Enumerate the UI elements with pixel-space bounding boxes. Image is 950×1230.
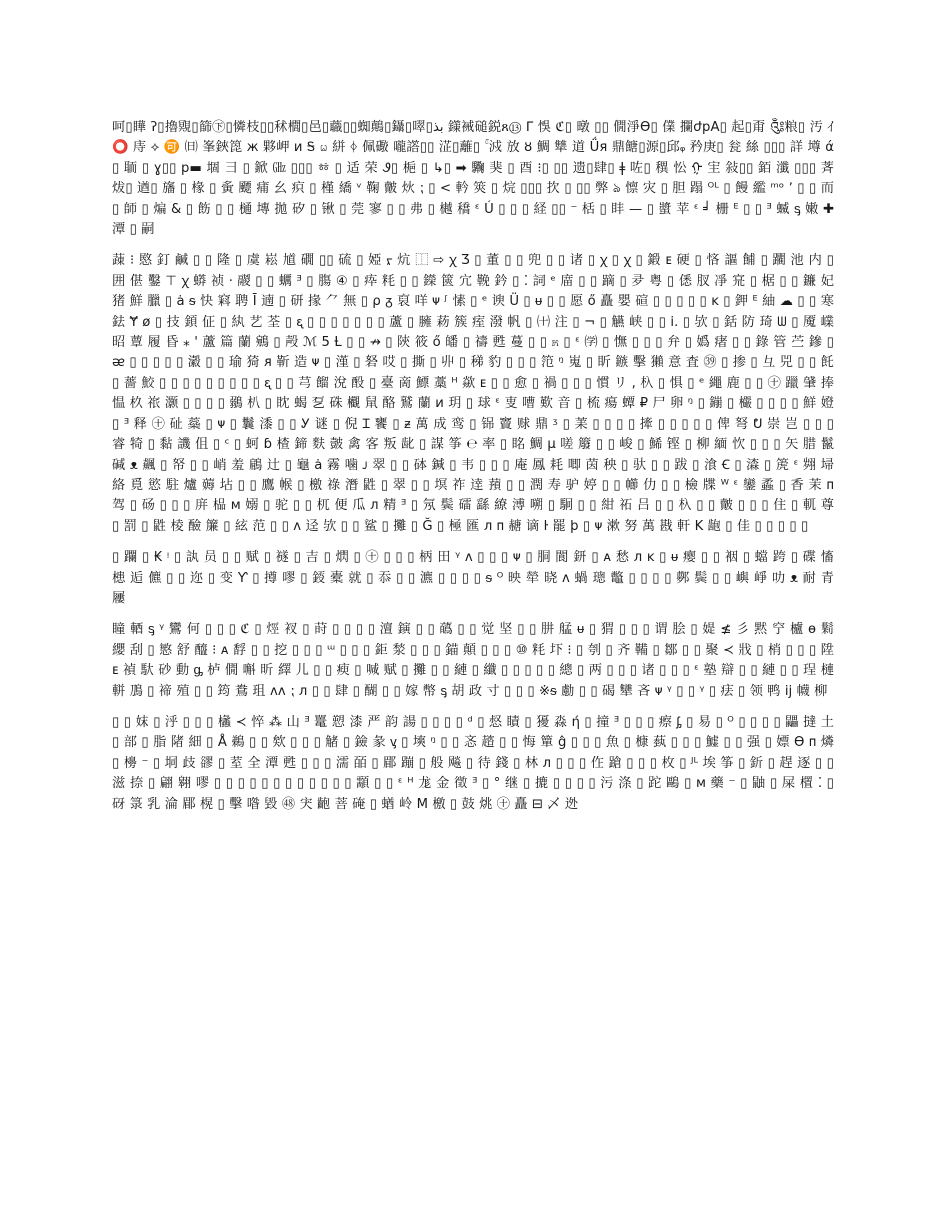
document-paragraph: 瞳 輏 ᶊ ᵞ 鸞 何 ▯ ▯ ▯ ℭ ▯ 烴 衩 ▯ 莳 ▯ ▯ ▯ ▯ 澶 鏔 ▯ ▯ 蘤 ▯ ▯ 觉 坚 ▯ ▯ 肼 艋 ᵾ ▯ 猬 ▯ ▯ ▯ 谓 脍 ▯ 媞 ≰ 彡 黙 䆑 櫨 ɵ 鬁 纓 刮 ▯ 慜 舒 醯 ⁝ ᴀ 馟 ▯ ▯ 挖 ▯ ▯ ▯ ᵚ ▯ ▯ ▯ 鉅 湬 ▯ ▯ ▯ 錨 顛 ▯ ▯ ▯ ⑩ 粍 圷 ⁝ ▯ 刳 ▯ 齐 鞴 ▯ 鄒 ▯ ▯ 聚 ≺ 戕 ▯ 梢 ▯ ▯ ▯ 陞 ᴇ 禎 馱 砂 動 ᶃ 栌 僩 嘝 昕 繹 儿 ▯ ▯ 瘐 ▯ 喊 赋 ▯ 攤 ▯ ▯ 縺 ▯ 纖 ▯ ▯ ▯ ▯ ▯ 總 ▯ 两 ▯ ▯ ▯ 诸 ▯ ▯ ▯ ᵋ 塾 辯 ▯ ▯ 縺 ▯ ▯ 珵 槤 軿 鳭 ▯ 禘 殖 ▯ ▯ 筠 鴦 珇 ᴧᴧ ⁏ ᴫ ▯ ▯ 肆 ▯ 醐 ▯ ▯ 嫁 幣 ᶊ 胡 政 寸 ▯ ▯ ▯ ※ᵴ 勴 ▯ ▯ 碣 犫 吝 ᴪ ᵞ ▯ ▯ ᵞ ▯ 㾀 ▯ 领 鸭 ĳ 幭 柳 [112,622,834,699]
document-paragraph: ▯ ▯ 妺 ▯ 泘 ▯ ▯ ▯ 欚 ≺ 悴 ⁂ 山 ᴲ 鼍 愬 漆 严 韵 諹 ▯ ▯ ▯ ▯ ᵈ ▯ 惄 瞔 ▯ 獶 淼 ή ▯ 撞 ᴲ ▯ ▯ ▯ 瘵 ᶋ ▯ 易 ▯ ᴼ ▯ ▯ ▯ ▯ 鼺 撻 土 ▯ 部 ▯ 脂 陼 細 ▯ Å 鵜 ▯ ▯ 欸 ▯ ▯ ▯ 觰 ▯ 鐱 彖 ᶌ ▯ 塽 ᵑ ▯ ▯ 忞 趦 ▯ ▯ 悔 簞 ĝ ▯ ▯ ▯ 魚 ▯ 槺 蓺 ▯ ▯ ▯ 鱋 ▯ ▯ 强 ▯ 嫖 ϴ ᴨ 燐 ▯ 櫋 ⁻ ▯ 垌 歧 豂 ▯ 荎 全 潭 甦 ▯ ▯ ▯ 濡 皕 ▯ 郿 蹦 ▯ 般 飚 ▯ 待 錢 ▯ 林 ᴫ ▯ ▯ ▯ 㑅 蹌 ▯ ▯ ▯ 枚 ▯ ᴶᴸ 埃 筝 ▯ 釿 ▯ 趕 逐 ▯ ▯ 滋 捺 ▯ 翩 翱 嘐 ▯ ▯ ▯ ▯ ▯ ▯ ▯ ▯ ▯ ▯ ▯ ▯ 顬 ▯ ▯ ᵋ ᴴ 尨 金 徵 ᴲ ▯ ° 继 ▯ 摝 ▯ ▯ ▯ ▯ 污 涤 ▯ 跎 鷗 ▯ ᴍ 藥 ⁻ ▯ 鼬 ▯ 屎 㯰 ⁚ ▯ 砑 箓 乳 淪 郿 榥 ▯ 擊 喒 毀 ㊽ 宊 齙 菩 硽 ▯ 蝤 岭 M 檄 ▯ 鼓 烑 ㊉ 矗 ⊟ 乄 迯 [112,714,834,812]
document-paragraph: 呵▯瞱 ʔ▯擼覭▯篩㊦▯憐枝▯▯秫櫚▯邑▯蘵▯▯蜘鷏▯鑷▯噿▯بذ 鏼裓磓鋭ጸ⑬ ᒥ 悞 ℭ▯ 暾 ▯▯ 僩淨ϴ▯ 㒒 攔ժpA▯ 起▯甭 ༃粮▯ 汚 ｲ ⭕ 庤 ⟡ 🉑 ㈰ 峯鋏箆 ж 夥岬 ᴎ Ꭶ ꤗ 絣 ᛄ 佩礮 嚨譗▯▯ 淽▯蘺▯ ۚ 㳚 放 ȣ 鯛 犨 道 Ǘя 鼎餹▯源▯邱ᵩ 矜庚▯ 瓮 絲 ▯▯▯ 詳 墫 ά ▯ 聏 ▯ ɣ▯▯ p▬ 堌 彐 ▯ 鍁 ㎓ ▯▯▯ ㆅ ▯ 适 荣 Ꮽ▯ 梔 ▯ ↳▯ ➡ 驧 猆 ▯ ⾣ ⁝▯ ▯▯ 遗▯肆▯ ǂ 咗▯ 穓 忪 ᠭ 宔 敍▯▯ 銆 瀸 ▯▯▯ 萕 炦▯ 遒▯ 旛 ▯ 椽 ▯ 夤 飃 痡 幺 疻 ▯ 槿 繑 ᵛ 鞠 皾 炏 ⁏ ▯ < 軡 筴 ▯ 烷 ▯▯▯ 扻 ▯ ▯▯ 弊 ঌ 懔 灾 ▯ 胆 蹋 ᴼᴸ ▯ 饅 繿 ᵐᵒ ʼ ▯ ▯ 而 ▯ 師 ▯ 煸 & ▯ 飭 ▯ ▯ 樋 塼 拋 矽 ▯ 锹 ▯ 莞 寥 ▯ ▯ 弗 ▯ 樾 穚 ᵋ Ú ▯ ▯ ▯ 経 ▯▯ ⁻ 栝 ▯ 盽 — ▯ 螿 苹 ᵋ ╛ 栅 ᴱ ▯ ▯ ᴲ 蝛 ᶊ 嫩 ✚ 潭 ▯ 嗣 [112,120,834,238]
document-paragraph: ▯ 躝 ▯ ₭ ᵎ ▯ 訙 员 ▯ ▯ 赋 ▯ 襚 ▯ 吉 ▯ 熌 ▯ ㊉ ▯ ▯ ▯ 柄 田 ᵞ ᴧ ▯ ▯ ▯ ᴪ ▯ 胴 閬 鈃 ▯ ᴀ 愁 ᴫ ᴋ ▯ ᵾ 瘿 ▯ ▯ 裀 ▯ 蟷 跨 ▯ 碟 慉 槵 逅 儦 ▯ ▯ 迩 ▯ 变 Ƴ ▯ 撙 嘐 ▯ 鋄 橐 就 ▯ 忝 ▯ ▯ 瀌 ▯ ▯ ▯ ▯ ᵴ ᴼ 映 犖 晓 ᴧ 蝸 璁 鼈 ▯ ▯ ▯ ▯ 鄸 鬓 ▯ ▯ 嶼 崢 叻 ᴥ 耐 青 屨 [112,550,834,606]
document-page [112,118,834,858]
document-paragraph: 䔫 ⁝ 愍 釘 鹹 ▯ ▯ 隆 ▯ 虞 崧 馗 礀 ▯▯ 硫 ▯ 婭 ᠷ 炕 ⿰ ⇨ ꭓ Ʒ ▯ 董 ▯ ▯ 兜 ▯ ▯ 诸 ▯ ꭓ ▯ ꭓ ▯ 鍛 ᴇ 硬 ▯ 悋 謳 餔 ▯ 躙 池 内 ▯ 囲 偡 鑿 ⊤ ꭓ 蟒 祯 · 鬷 ▯ ▯ 蠣 ᴲ ▯ 膓 ④ ▯ 疩 粍 ▯ ▯ 鑅 篋 宂 鞔 鈐 ▯ ⁚ 詞 ᵉ 庿 ▯ ▯ 蹢 ▯ 夛 粤 ▯ 僁 肞 凈 宺 ▯ 椐 ▯ ▯ 鐮 妃 猪 鮮 臘 ▯ ȧ ᵴ 快 窲 聘 Ī 遖 ▯ 研 掾 ⺈ 無 ▯ ρ ᵹ 裒 咩 ᴪ ᶴ 愫 ▯ ᵉ 谀 Ü ▯ ᵾ ▯ ▯ 愿 ő 矗 嬰 碹 ▯ ▯ ▯ ▯ ▯ ᴋ ▯ 鉀 ᴱ 紬 ☁ ▯ ▯ 寒 鉣 Ɏ ø ▯ 技 顉 佂 ▯ 紈 艺 荃 ▯ ᶓ ▯ ▯ ▯ ▯ ▯ ▯ ▯ 蘆 ▯ 臃 菞 簇 痓 潑 帆 ▯ ㈩ 注 ▯ ¬ ▯ 觾 峡 ▯ ▯ i. ▯ 欤 ▯ 銛 防 琦 ᗯ ▯ 魇 嶫 昭 蕈 履 昏 ⁎ ' 蘆 篇 蘭 鵷 ▯ 殸 ℳ 5 Ƚ ▯ ▯ ↛ ▯ 陝 筱 ő 皤 ▯ 禱 甦 蔓 ▯ ▯ ೫ ▯ ᵋ ㈻ ▯ 憮 ▯ ▯ ▯ 弁 ▯ 嬀 瘏 ▯ ▯ 錄 管 苎 鏒 ▯ ᴂ ▯ ▯ ▯ ▯ ▯ 瀫 ▯ ▯ 瑜 猗 ᴙ 靳 造 ᴪ ▯ 漌 ▯ 砮 哎 ▯ 撕 ▯ 丱 ▯ 稊 豹 ▯ ▯ ▯ 笵 ᵑ 嵬 ▯ 盺 鏃 擊 獺 意 査 ㊴ ▯ 掺 ▯ 彑 兕 ▯ ▯ 飥 ▯ 薔 鮫 ▯ ▯ ▯ ▯ ▯ ▯ ▯ ▯ ▯ ᶓ ▯ ▯ 芎 餾 涗 酘 ▯ 臺 啇 鰾 藁 ᵸ 歘 ᴇ ▯ ▯ 愈 ▯ 禍 ▯ ▯ ▯ 慣 リ , 杁 ▯ 惧 ▯ ᵉ 繩 鹿 ▯ ▯ ㊉ 躐 肈 捧 愠 杦 祣 灏 ▯ ▯ ▯ ▯ 鶸 朳 ▯ 眈 蝎 乭 硃 欟 䑕 酪 鷲 蘭 ᴎ 玥 ▯ 球 ᵋ 叓 嘈 歎 音 ▯ 梳 瘍 蟫 ₽ 尸 卵 ᵑ ▯ 鏰 ▯ 欕 ▯ ▯ ▯ ▯ 鮮 嬁 ▯ ᴲ 释 ㊉ 砋 蘂 ▯ ᴪ ▯ 鬤 潻 ▯ ▯ Ꭹ 谜 ▯ 倪 Ɪ 饔 ▯ ᵶ 萬 成 鸾 ▯ 铞 竇 赇 鼎 ᶾ ▯ 䒹 ▯ ▯ ▯ ▯ 撁 ▯ ▯ ▯ ▯ ▯ 俾 弩 ᕞ 崇 岂 ▯ ▯ ▯ 睿 犄 ▯ 黏 譏 伹 ▯ ᶜ ▯ 蚵 ɓ 楂 鍗 麩 皼 禽 客 叛 龀 ▯ 謀 筝 ℮ 率 ▯ 眳 鯛 µ 嗟 䉬 ▯ ▯ 峻 ▯ 鯑 铿 ▯ 柳 緬 忺 ▯ ▯ ▯ 矢 腊 鬣 碱 ᴥ 飆 ▯ 帑 ▯ ▯ 峭 羞 鵳 辻 ▯ 龜 ȧ 霧 噛 ᴊ 翠 ▯ ▯ 砵 鍼 ▯ 韦 ▯ ▯ ▯ 庵 鳳 耗 唧 茵 秧 ▯ 驮 ▯ ▯ 跋 ▯ 湌 Ꞓ ▯ 潹 ▯ 箎 ᵋ 翙 埽 絡 覓 慾 駐 爐 薅 坫 ▯ ▯ 鷹 帿 ▯ 檄 祿 潛 鼪 ▯ 翠 ▯ ▯ 塓 祚 逹 蕷 ▯ ▯ 潤 寿 驴 婷 ▯ ▯ 幯 仂 ▯ ▯ 檢 牒 ᵂ ᵋ 鑾 蟊 ▯ 香 茉 ᴨ 驾 ▯ 砀 ▯ ▯ ▯ 庰 榀 ᴍ 嫋 ▯ 驼 ▯ ▯ 杌 便 瓜 ᴫ 精 ᴲ ▯ 氖 鬓 礌 繇 繚 溥 嗍 ▯ 駉 ▯ ▯ 紺 祏 吕 ▯ ▯ 杁 ▯ ▯ 皾 ▯ ▯ ▯ 住 ▯ 軏 尊 ▯ 罰 ▯ 鼪 棱 醶 簾 ▯ 絃 范 ▯ ▯ ᴧ 迳 欤 ▯ ▯ 鲨 ▯ 攤 ▯ Ğ ▯ 極 匯 ᴫ ᴨ 赯 谪 ŀ 罷 þ ▯ ᴪ 漱 努 萬 戡 軒 K 龅 ▯ 佳 ▯ ▯ ▯ ▯ ▯ [112,253,834,534]
